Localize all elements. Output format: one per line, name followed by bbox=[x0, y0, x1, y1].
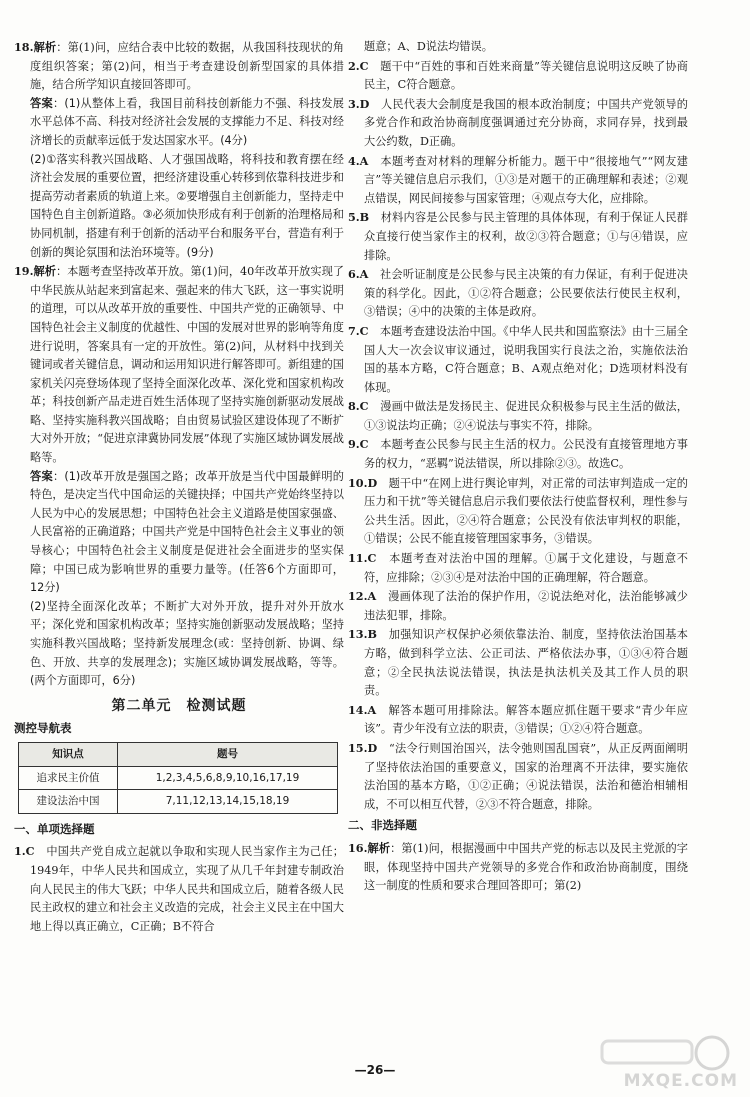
question-number: 13.B bbox=[348, 627, 377, 642]
analysis-label: 解析 bbox=[33, 264, 56, 279]
answer-item bbox=[348, 322, 688, 397]
answer-label: 答案 bbox=[30, 96, 53, 110]
nav-table-header: 知识点 bbox=[19, 742, 118, 766]
answer-text: 加强知识产权保护必须依靠法治、制度，坚持依法治国基本方略，做到科学立法、公正司法、严格依法办事，①③④符合题意；②全民执法说法错误，执法是执法机关及其工作人员的职责。 bbox=[364, 628, 688, 698]
analysis-text: ：第(1)问，根据漫画中中国共产党的标志以及民主党派的字眼，体现坚持中国共产党领导的多党合作和政治协商制度，围绕这一制度的性质和要求合理回答即可；第(2) bbox=[364, 841, 688, 893]
question-number: 18. bbox=[14, 40, 34, 54]
answer-item bbox=[348, 625, 688, 700]
answer-item bbox=[348, 208, 688, 265]
answer-text: 本题考查公民参与民主生活的权力。公民没有直接管理地方事务的权力，“恶羁”说法错误，所以排除②③。故选C。 bbox=[364, 438, 688, 471]
answer-item bbox=[348, 57, 688, 95]
answer-text: 漫画中做法是发扬民主、促进民众积极参与民主生活的做法，①③说法均正确；②④说法与事实不符，排除。 bbox=[364, 400, 688, 432]
page-number: —26— bbox=[354, 1063, 396, 1077]
answer-text: 社会听证制度是公民参与民主决策的有力保证，有利于促进决策的科学化。因此，①②符合题意；公民要依法行使民主权利，③错误；④中的决策的主体是政府。 bbox=[364, 268, 688, 319]
question-19-answer-part2: (2)坚持全面深化改革；不断扩大对外开放，提升对外开放水平；深化党和国家机构改革；坚持实施创新驱动发展战略；坚持实施科教兴国战略；坚持新发展理念(或：坚持创新、协调、绿色、开放、共享的发展理念)；实施区域协调发展战略，等等。(两个方面即可，6分) bbox=[30, 599, 344, 688]
answer-text: 漫画体现了法治的保护作用，②说法绝对化，法治能够减少违法犯罪，排除。 bbox=[364, 590, 688, 622]
question-18-answer bbox=[14, 95, 344, 151]
question-number: 7.C bbox=[348, 323, 369, 338]
watermark bbox=[592, 1033, 742, 1091]
answer-item bbox=[348, 701, 688, 739]
table-cell: 建设法治中国 bbox=[19, 790, 118, 814]
question-number: 19. bbox=[14, 264, 34, 279]
answer-text: 题干中“百姓的事和百姓来商量”等关键信息说明这反映了协商民主，C符合题意。 bbox=[364, 59, 688, 92]
nav-table-title: 测控导航表 bbox=[14, 721, 72, 736]
question-18-analysis bbox=[14, 38, 344, 95]
question-number: 11.C bbox=[348, 551, 377, 566]
analysis-label: 解析 bbox=[367, 840, 391, 855]
question-1-answer bbox=[14, 842, 344, 936]
answer-item bbox=[348, 549, 688, 587]
question-number: 9.C bbox=[348, 437, 369, 452]
question-number: 8.C bbox=[348, 399, 369, 414]
question-number: 2.C bbox=[348, 58, 369, 73]
question-number: 4.A bbox=[348, 153, 369, 168]
answer-text: 人民代表大会制度是我国的根本政治制度；中国共产党领导的多党合作和政治协商制度强调通过充分协商，求同存异，找到最大公约数，D正确。 bbox=[364, 97, 688, 148]
section-title: 一、单项选择题 bbox=[14, 821, 95, 836]
table-cell: 1,2,3,4,5,6,8,9,10,16,17,19 bbox=[118, 766, 338, 790]
question-1-continued: 题意；A、D说法均错误。 bbox=[364, 40, 493, 53]
unit-title: 第二单元 检测试题 bbox=[111, 697, 247, 714]
answer-text: 解答本题可用排除法。解答本题应抓住题干要求“青少年应该”。青少年没有立法的职责，③错误；①②④符合题意。 bbox=[364, 703, 688, 736]
table-cell: 追求民主价值 bbox=[19, 766, 118, 790]
answer-item bbox=[348, 152, 688, 209]
table-row bbox=[19, 766, 338, 790]
answer-text: ：(1)从整体上看，我国目前科技创新能力不强、科技发展水平总体不高、科技对经济社会发展的支撑能力不足、科技对经济增长的贡献率远低于发达国家水平。(4分) bbox=[30, 96, 344, 147]
question-16-analysis bbox=[348, 839, 688, 896]
question-number: 10.D bbox=[348, 475, 378, 490]
watermark-logo-icon bbox=[592, 1033, 742, 1073]
analysis-label: 解析 bbox=[33, 40, 57, 54]
answer-text: 中国共产党自成立起就以争取和实现人民当家作主为己任；1949年，中华人民共和国成立，实现了从几千年封建专制政治向人民民主的伟大飞跃；中华人民共和国成立后，随着各级人民民主政权的建立和社会主义改造的完成，社会主义民主在中国大地上得以真正确立，C正确；B不符合 bbox=[30, 845, 344, 933]
answer-item bbox=[348, 95, 688, 152]
answer-text: 本题考查对材料的理解分析能力。题干中“很接地气”“网友建言”等关键信息启示我们，①③是对题干的正确理解和表述；②观点错误，网民间接参与国家管理；④观点夸大化，应排除。 bbox=[364, 154, 688, 205]
answer-list bbox=[348, 57, 688, 815]
answer-item bbox=[348, 265, 688, 322]
question-number: 16. bbox=[348, 840, 368, 855]
table-row bbox=[19, 790, 338, 814]
nav-table bbox=[18, 742, 338, 814]
answer-text: 题干中“在网上进行舆论审判，对正常的司法审判造成一定的压力和干扰”等关键信息启示我们要依法行使监督权利，理性参与公共生活。因此，②④符合题意；公民没有依法审判权的职能，①错误；公民不能直接管理国家事务，③错误。 bbox=[364, 476, 688, 546]
answer-text: ：(1)改革开放是强国之路；改革开放是当代中国最鲜明的特色，是决定当代中国命运的关键抉择；中国共产党始终坚持以人民为中心的发展思想；中国特色社会主义道路是使国家强盛、人民富裕的正确道路；中国共产党是中国特色社会主义事业的领导核心；中国特色社会主义制度是促进社会全面进步的坚实保障；中国已成为影响世界的重要力量等。(任答6个方面即可，12分) bbox=[30, 469, 344, 595]
question-19-answer bbox=[14, 468, 344, 598]
analysis-text: ：第(1)问，应结合表中比较的数据，从我国科技现状的角度组织答案；第(2)问，相当于考查建设创新型国家的具体措施，结合所学知识直接回答即可。 bbox=[30, 41, 344, 92]
answer-item bbox=[348, 474, 688, 549]
answer-item bbox=[348, 435, 688, 473]
answer-text: 本题考查建设法治中国。《中华人民共和国监察法》由十三届全国人大一次会议审议通过，说明我国实行良法之治，实施依法治国的基本方略，C符合题意；B、A观点绝对化；D选项材料没有体现。 bbox=[364, 324, 688, 394]
analysis-text: ：本题考查坚持改革开放。第(1)问，40年改革开放实现了中华民族从站起来到富起来、强起来的伟大飞跃，这一事实说明的道理，可以从改革开放的重要性、中国共产党的正确领导、中国特色社会主义制度的优越性、中国的发展对世界的影响等角度进行说明，答案具有一定的开放性。第(2)问，从材料中找到关键词或者关键信息，调动和运用知识进行解答即可。新组建的国家机关闪亮登场体现了坚持全面深化改革、深化党和国家机构改革；科技创新产品走进百姓生活体现了坚持实施创新驱动发展战略、坚持实施科教兴国战略；自由贸易试验区建设体现了不断扩大对外开放；“促进京津冀协同发展”体现了实施区域协调发展战略等。 bbox=[30, 265, 344, 465]
right-column bbox=[348, 38, 688, 896]
question-number: 12.A bbox=[348, 589, 377, 604]
nav-table-header-row bbox=[19, 742, 338, 766]
answer-text: 本题考查对法治中国的理解。①属于文化建设，与题意不符，应排除；②③④是对法治中国的正确理解，符合题意。 bbox=[364, 552, 688, 584]
table-cell: 7,11,12,13,14,15,18,19 bbox=[118, 790, 338, 814]
question-number: 14.A bbox=[348, 702, 377, 717]
answer-item bbox=[348, 739, 688, 814]
answer-text: 材料内容是公民参与民主管理的具体体现，有利于保证人民群众直接行使当家作主的权利，故②③符合题意；①与④错误，应排除。 bbox=[364, 211, 688, 262]
answer-item bbox=[348, 397, 688, 435]
answer-item bbox=[348, 587, 688, 625]
question-number: 1.C bbox=[14, 844, 35, 859]
section-title: 二、非选择题 bbox=[348, 818, 417, 833]
watermark-text: MXQE.COM bbox=[623, 1071, 738, 1091]
question-number: 5.B bbox=[348, 210, 370, 225]
question-18-answer-part2: (2)①落实科教兴国战略、人才强国战略，将科技和教育摆在经济社会发展的重要位置，把经济建设重心转移到依靠科技进步和提高劳动者素质的轨道上来。②要增强自主创新能力，坚持走中国特色自主创新道路。③必须加快形成有利于创新的治理格局和协同机制，搭建有利于创新的活动平台和服务平台，营造有利于创新的舆论氛围和法治环境等。(9分) bbox=[30, 152, 344, 259]
question-number: 15.D bbox=[348, 740, 378, 755]
question-number: 3.D bbox=[348, 96, 370, 111]
question-19-analysis bbox=[14, 262, 344, 468]
answer-text: “法令行则国治国兴，法令弛则国乱国衰”，从正反两面阐明了坚持依法治国的重要意义，国家的治理离不开法律，要实施依法治国的基本方略，①②正确；④说法错误，法治和德治相辅相成，不可以相互代替，②③不符合题意，排除。 bbox=[364, 741, 688, 811]
question-number: 6.A bbox=[348, 267, 369, 282]
answer-label: 答案 bbox=[30, 469, 53, 483]
left-column bbox=[14, 38, 344, 936]
nav-table-header: 题号 bbox=[118, 742, 338, 766]
